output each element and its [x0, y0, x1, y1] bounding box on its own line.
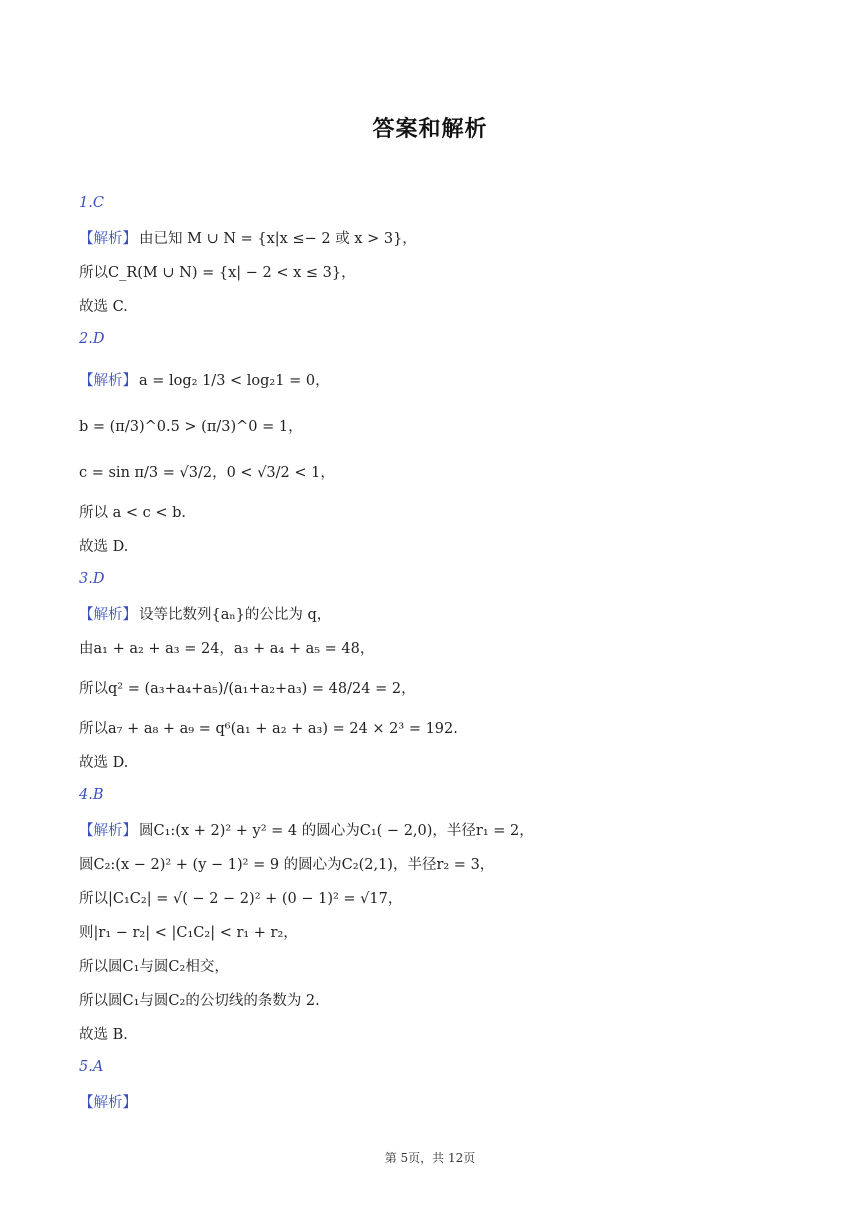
- answer-number: 4.B: [79, 787, 104, 803]
- line-text: 则|r₁ − r₂| < |C₁C₂| < r₁ + r₂，: [79, 924, 298, 941]
- answer-number: 5.A: [79, 1059, 104, 1075]
- solution-line: [79, 744, 799, 778]
- line-text: c = sin π/3 = √3/2，0 < √3/2 < 1，: [79, 464, 335, 481]
- solution-line: [79, 630, 799, 664]
- page-title: 答案和解析: [372, 117, 488, 142]
- line-text: 圆C₂:(x − 2)² + (y − 1)² = 9 的圆心为C₂(2,1)，半径r₂ = 3，: [79, 856, 495, 873]
- line-text: 所以 a < c < b.: [79, 504, 187, 521]
- question-answer-key: [79, 778, 799, 812]
- line-text: 圆C₁:(x + 2)² + y² = 4 的圆心为C₁( − 2,0)，半径r₁ = 2，: [139, 822, 534, 839]
- solution-line: [79, 710, 799, 744]
- solution-line: [79, 596, 799, 630]
- analysis-tag: 【解析】: [79, 606, 137, 623]
- analysis-tag: 【解析】: [79, 822, 137, 839]
- line-text: 故选 D.: [79, 754, 129, 771]
- line-text: 故选 C.: [79, 298, 128, 315]
- solution-line: [79, 846, 799, 880]
- line-text: 所以C_R(M ∪ N) = {x| − 2 < x ≤ 3}，: [79, 264, 356, 281]
- solution-line: [79, 288, 799, 322]
- solution-line: [79, 528, 799, 562]
- solution-line: [79, 1084, 799, 1118]
- answer-content: [79, 186, 799, 1118]
- analysis-tag: 【解析】: [79, 1094, 137, 1111]
- solution-line: [79, 220, 799, 254]
- solution-line: [79, 402, 799, 448]
- solution-line: [79, 880, 799, 914]
- question-answer-key: [79, 562, 799, 596]
- answer-number: 2.D: [79, 331, 105, 347]
- page-footer: 第 5页，共 12页: [384, 1151, 476, 1165]
- line-text: 所以|C₁C₂| = √( − 2 − 2)² + (0 − 1)² = √17，: [79, 890, 403, 907]
- solution-line: [79, 448, 799, 494]
- line-text: 所以a₇ + a₈ + a₉ = q⁶(a₁ + a₂ + a₃) = 24 × 2³ = 192.: [79, 720, 458, 737]
- question-answer-key: [79, 322, 799, 356]
- line-text: 设等比数列{aₙ}的公比为 q，: [139, 606, 332, 623]
- solution-line: [79, 1016, 799, 1050]
- analysis-tag: 【解析】: [79, 230, 137, 247]
- line-text: a = log₂ 1/3 < log₂1 = 0，: [139, 372, 330, 389]
- line-text: b = (π/3)^0.5 > (π/3)^0 = 1，: [79, 418, 303, 435]
- answer-number: 1.C: [79, 195, 104, 211]
- question-answer-key: [79, 186, 799, 220]
- solution-line: [79, 494, 799, 528]
- solution-line: [79, 254, 799, 288]
- line-text: 所以圆C₁与圆C₂的公切线的条数为 2.: [79, 992, 320, 1009]
- answer-number: 3.D: [79, 571, 105, 587]
- question-answer-key: [79, 1050, 799, 1084]
- solution-line: [79, 812, 799, 846]
- line-text: 由已知 M ∪ N = {x|x ≤− 2 或 x > 3}，: [139, 230, 417, 247]
- line-text: 故选 B.: [79, 1026, 128, 1043]
- solution-line: [79, 356, 799, 402]
- line-text: 所以q² = (a₃+a₄+a₅)/(a₁+a₂+a₃) = 48/24 = 2，: [79, 680, 416, 697]
- analysis-tag: 【解析】: [79, 372, 137, 389]
- line-text: 所以圆C₁与圆C₂相交，: [79, 958, 229, 975]
- line-text: 由a₁ + a₂ + a₃ = 24，a₃ + a₄ + a₅ = 48，: [79, 640, 375, 657]
- solution-line: [79, 982, 799, 1016]
- solution-line: [79, 948, 799, 982]
- line-text: 故选 D.: [79, 538, 129, 555]
- solution-line: [79, 664, 799, 710]
- solution-line: [79, 914, 799, 948]
